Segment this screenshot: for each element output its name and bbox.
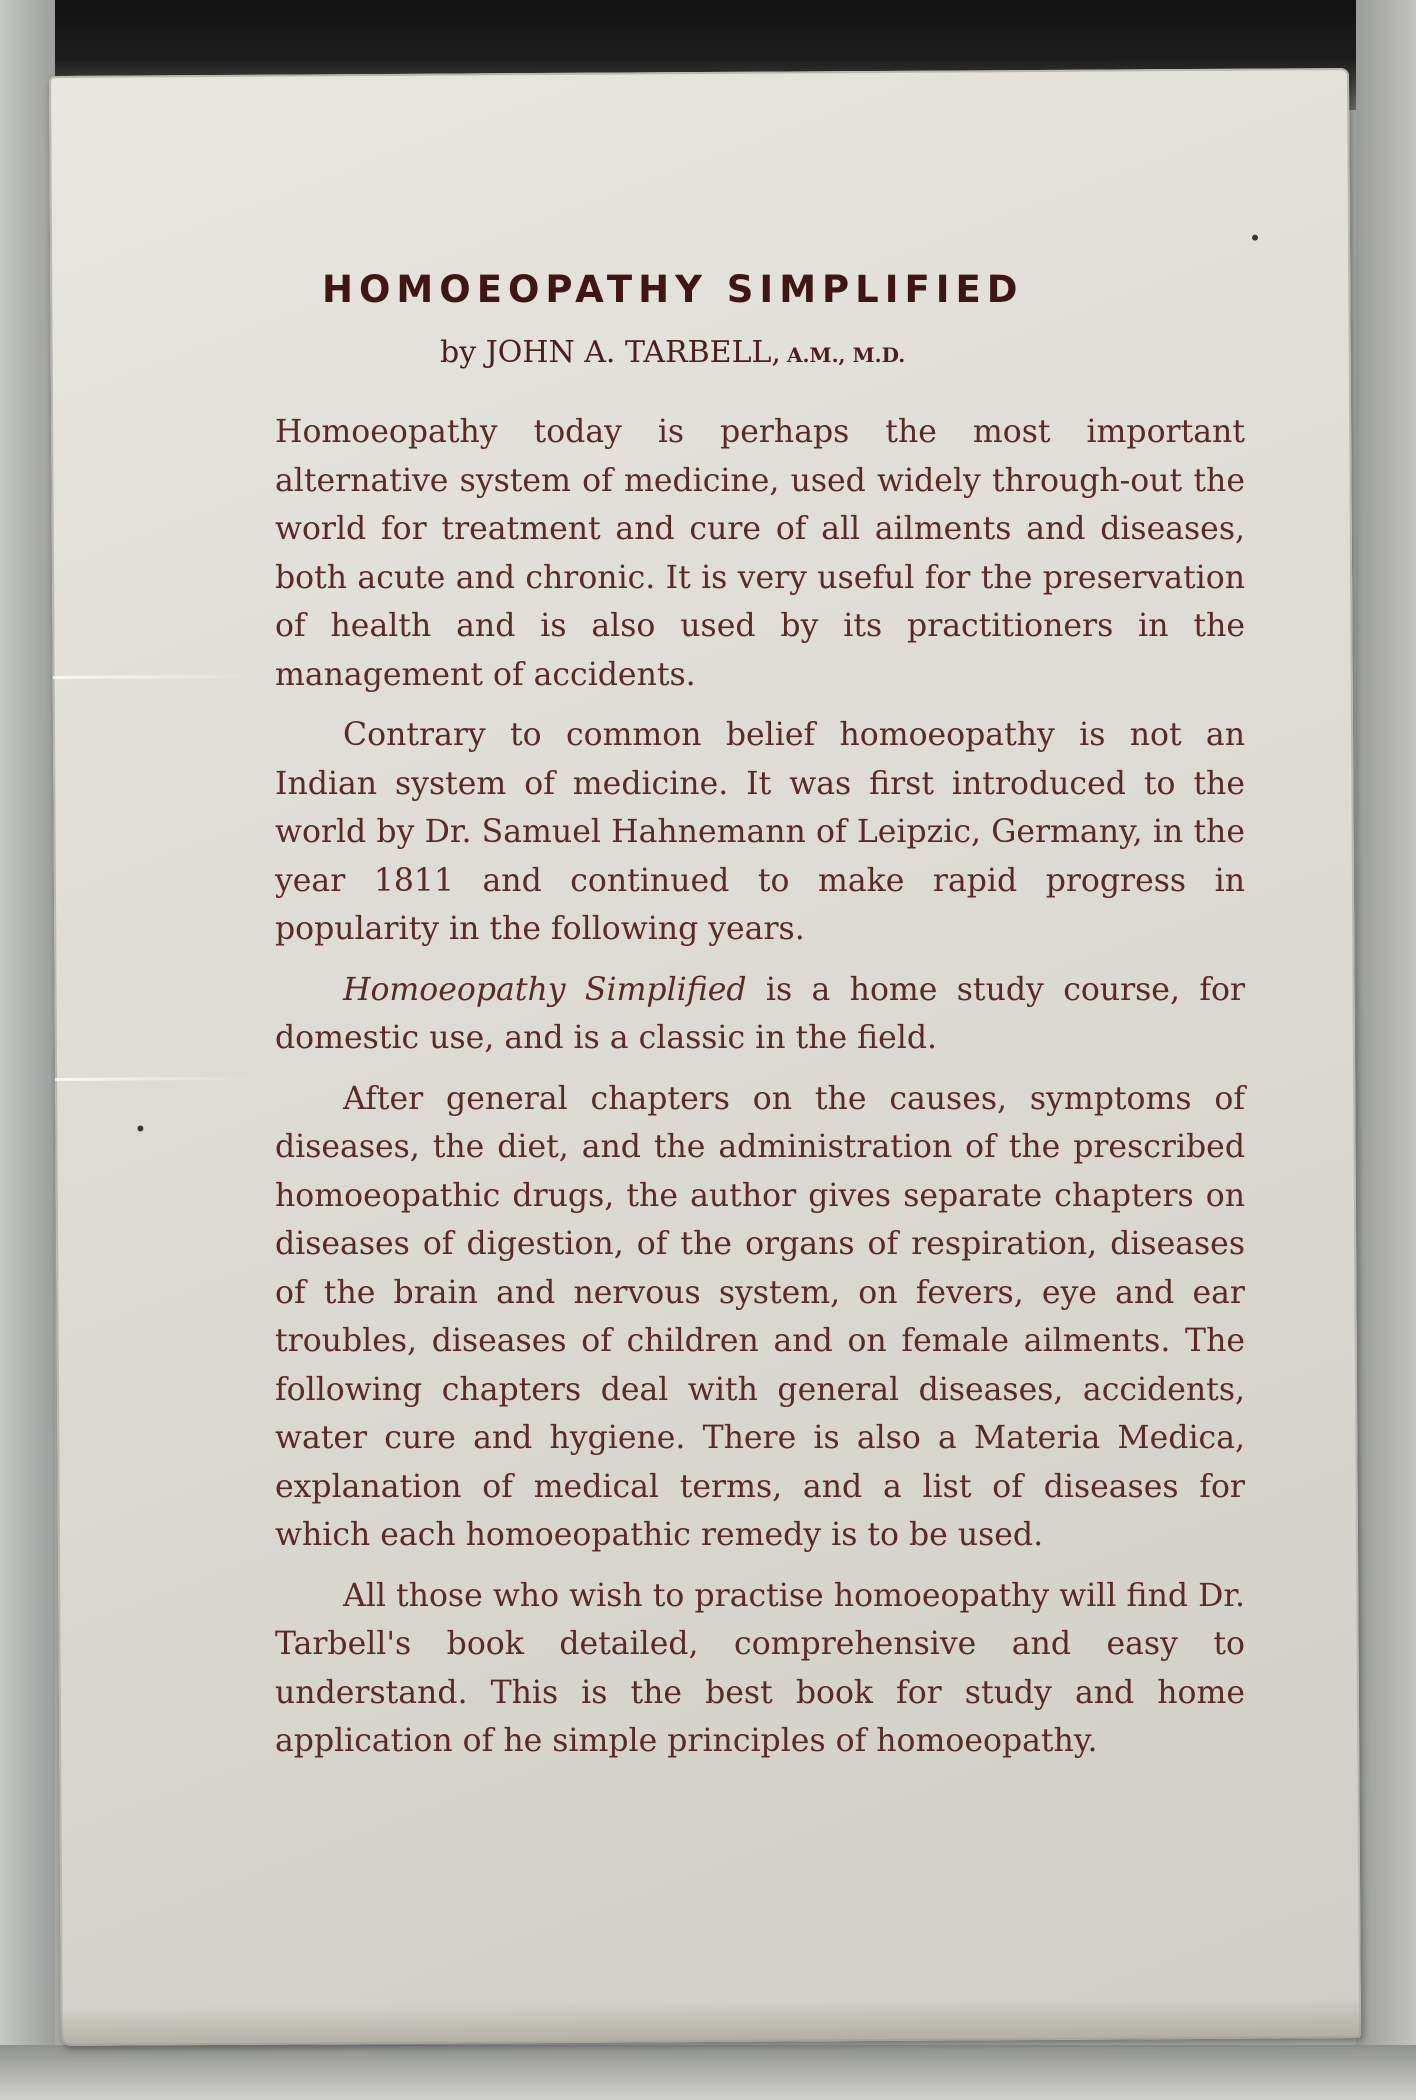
blurb-paragraph: All those who wish to practise homoeopathy will find Dr. Tarbell's book detailed, comprehensive and easy to understand. This is the best book for study and home application of he simple principles of homoeopathy.	[275, 1577, 1245, 1759]
cover-text	[190, 268, 1250, 1778]
author-name: by JOHN A. TARBELL,	[440, 335, 781, 370]
cover-speck	[1252, 235, 1258, 241]
cover-wear	[61, 1998, 1361, 2046]
author-byline	[440, 335, 1250, 370]
book-title: HOMOEOPATHY SIMPLIFIED	[322, 268, 1024, 311]
blurb-paragraph	[275, 966, 1245, 1063]
blurb-paragraph-text: is a home study course, for domestic use, and is a classic in the field.	[275, 971, 1245, 1056]
background-edge-bottom	[0, 2045, 1416, 2100]
book-title-reference: Homoeopathy Simplified	[343, 971, 747, 1008]
author-degrees: A.M., M.D.	[786, 343, 906, 367]
blurb-paragraph: After general chapters on the causes, symptoms of diseases, the diet, and the administration of the prescribed homoeopathic drugs, the author gives separate chapters on diseases of digestion, of the organs of respiration, diseases of the brain and nervous system, on fevers, eye and ear troubles, diseases of children and on female ailments. The following chapters deal with general diseases, accidents, water cure and hygiene. There is also a Materia Medica, explanation of medical terms, and a list of diseases for which each homoeopathic remedy is to be used.	[275, 1080, 1245, 1553]
blurb	[275, 408, 1245, 1766]
background-edge-right	[1356, 0, 1416, 2100]
blurb-paragraph: Contrary to common belief homoeopathy is not an Indian system of medicine. It was first introduced to the world by Dr. Samuel Hahnemann of Leipzic, Germany, in the year 1811 and continued to make rapid progress in popularity in the following years.	[275, 717, 1245, 947]
cover-speck	[137, 1125, 143, 1131]
blurb-paragraph: Homoeopathy today is perhaps the most important alternative system of medicine, used widely through-out the world for treatment and cure of all ailments and diseases, both acute and chronic. It is very useful for the preservation of health and is also used by its practitioners in the management of accidents.	[275, 414, 1245, 693]
background-edge-left	[0, 0, 55, 2100]
